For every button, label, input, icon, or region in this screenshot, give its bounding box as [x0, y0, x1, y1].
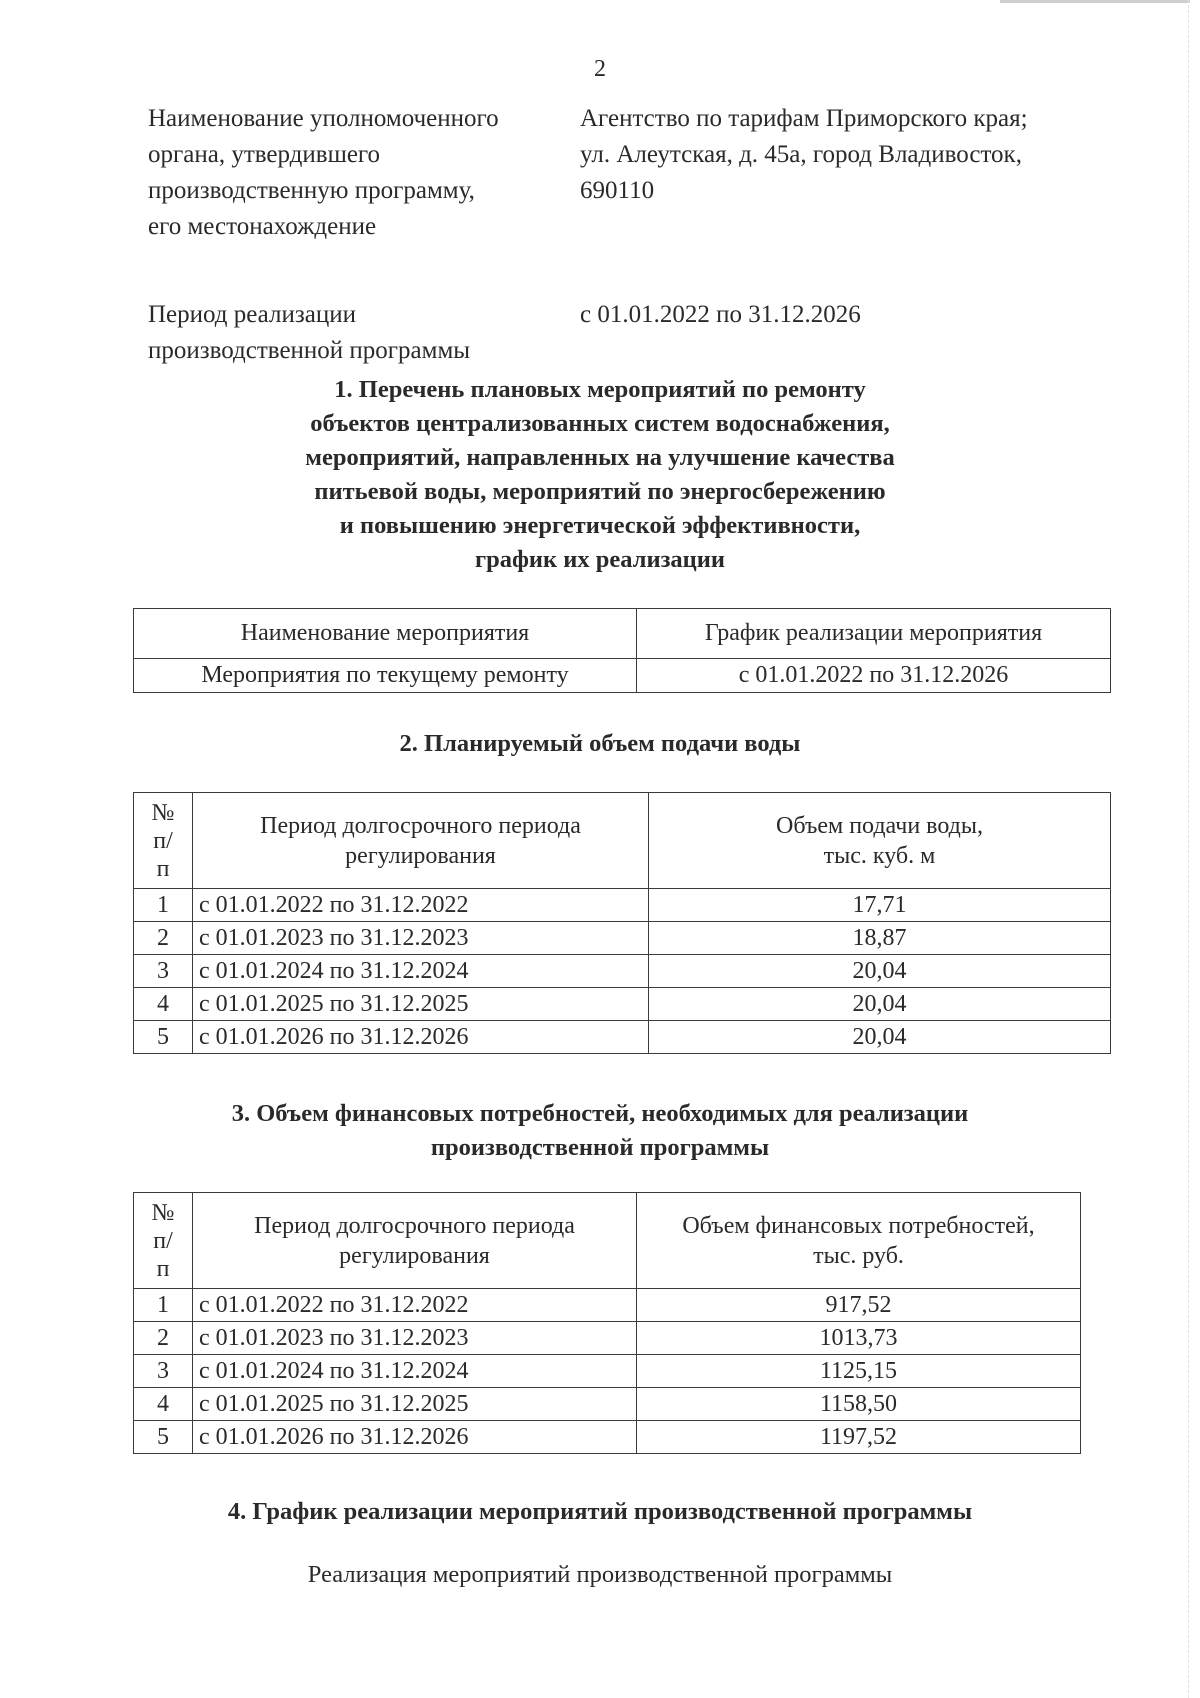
header-row-number-line: № [151, 799, 175, 826]
row-number: 5 [134, 1421, 193, 1454]
header-row-number-line: п [156, 855, 170, 882]
table-header-row [134, 793, 1111, 889]
section1-title-line: питьевой воды, мероприятий по энергосбережению [314, 478, 886, 505]
section2-title [0, 727, 1200, 761]
row-number: 5 [134, 1021, 193, 1054]
section4-text: Реализация мероприятий производственной программы [307, 1561, 893, 1588]
header-financial-needs-line: тыс. руб. [813, 1242, 904, 1269]
header-row-number-line: № [151, 1199, 175, 1226]
authority-label-line: Наименование уполномоченного [148, 105, 499, 132]
row-water-volume: 20,04 [649, 988, 1111, 1021]
authority-label-line: органа, утвердившего [148, 141, 381, 168]
row-period: с 01.01.2025 по 31.12.2025 [193, 1388, 637, 1421]
header-water-volume [649, 793, 1111, 889]
authority-label-line: производственную программу, [148, 177, 475, 204]
header-period-line: Период долгосрочного периода [254, 1212, 575, 1239]
table-row [134, 889, 1111, 922]
row-number: 2 [134, 922, 193, 955]
section1-title [0, 373, 1200, 577]
header-water-volume-line: тыс. куб. м [823, 842, 936, 869]
table-row [134, 1289, 1081, 1322]
section3-title-line: 3. Объем финансовых потребностей, необходимых для реализации [231, 1100, 969, 1127]
row-financial-needs: 1158,50 [637, 1388, 1081, 1421]
row-number: 1 [134, 889, 193, 922]
authority-value-line: ул. Алеутская, д. 45а, город Владивосток, [580, 141, 1022, 168]
header-activity-name: Наименование мероприятия [134, 609, 637, 659]
header-row-number-line: п/ [153, 1227, 173, 1254]
authority-label-line: его местонахождение [148, 213, 377, 240]
table-row [134, 1355, 1081, 1388]
section1-title-line: мероприятий, направленных на улучшение качества [305, 444, 895, 471]
section1-title-line: объектов централизованных систем водоснабжения, [310, 410, 890, 437]
row-period: с 01.01.2026 по 31.12.2026 [193, 1421, 637, 1454]
row-water-volume: 20,04 [649, 955, 1111, 988]
header-period-line: регулирования [339, 1242, 490, 1269]
section3-title-line: производственной программы [430, 1134, 770, 1161]
section2-title-line: 2. Планируемый объем подачи воды [399, 730, 801, 757]
header-period-line: регулирования [345, 842, 496, 869]
row-number: 1 [134, 1289, 193, 1322]
table-row [134, 922, 1111, 955]
row-period: с 01.01.2024 по 31.12.2024 [193, 955, 649, 988]
row-water-volume: 18,87 [649, 922, 1111, 955]
row-period: с 01.01.2024 по 31.12.2024 [193, 1355, 637, 1388]
row-financial-needs: 1013,73 [637, 1322, 1081, 1355]
table-header-row [134, 1193, 1081, 1289]
section1-title-line: график их реализации [474, 546, 726, 573]
row-number: 3 [134, 955, 193, 988]
header-row-number-line: п [156, 1255, 170, 1282]
period-value [580, 297, 861, 333]
header-financial-needs [637, 1193, 1081, 1289]
table-row [134, 988, 1111, 1021]
row-financial-needs: 1125,15 [637, 1355, 1081, 1388]
authority-value-line: Агентство по тарифам Приморского края; [580, 105, 1028, 132]
authority-label [148, 101, 499, 245]
row-financial-needs: 1197,52 [637, 1421, 1081, 1454]
row-number: 4 [134, 1388, 193, 1421]
table-row [134, 1322, 1081, 1355]
row-number: 4 [134, 988, 193, 1021]
table-row [134, 1388, 1081, 1421]
section1-table [133, 608, 1111, 693]
table-header-row [134, 609, 1111, 659]
section4-title-line: 4. График реализации мероприятий производственной программы [227, 1498, 973, 1525]
section4-title [0, 1495, 1200, 1529]
table-row [134, 659, 1111, 693]
header-row-number-line: п/ [153, 827, 173, 854]
period-label-line: производственной программы [148, 337, 471, 364]
row-period: с 01.01.2023 по 31.12.2023 [193, 1322, 637, 1355]
header-row-number [134, 1193, 193, 1289]
row-number: 2 [134, 1322, 193, 1355]
authority-value [580, 101, 1028, 209]
section3-title [0, 1097, 1200, 1165]
header-activity-schedule: График реализации мероприятия [637, 609, 1111, 659]
table-row [134, 955, 1111, 988]
period-label [148, 297, 470, 369]
financial-needs-table [133, 1192, 1081, 1454]
activity-name: Мероприятия по текущему ремонту [134, 659, 637, 693]
row-water-volume: 20,04 [649, 1021, 1111, 1054]
row-water-volume: 17,71 [649, 889, 1111, 922]
period-label-line: Период реализации [148, 301, 356, 328]
section1-title-line: и повышению энергетической эффективности, [339, 512, 861, 539]
row-period: с 01.01.2026 по 31.12.2026 [193, 1021, 649, 1054]
header-period [193, 1193, 637, 1289]
table-row [134, 1421, 1081, 1454]
header-financial-needs-line: Объем финансовых потребностей, [682, 1212, 1035, 1239]
water-volume-table [133, 792, 1111, 1054]
activity-schedule: с 01.01.2022 по 31.12.2026 [637, 659, 1111, 693]
table-row [134, 1021, 1111, 1054]
header-period [193, 793, 649, 889]
header-period-line: Период долгосрочного периода [260, 812, 581, 839]
header-water-volume-line: Объем подачи воды, [776, 812, 983, 839]
header-row-number [134, 793, 193, 889]
page-number: 2 [594, 56, 606, 82]
row-financial-needs: 917,52 [637, 1289, 1081, 1322]
scan-top-line [1000, 0, 1190, 3]
scan-edge [1188, 0, 1189, 1698]
period-value-line: с 01.01.2022 по 31.12.2026 [580, 301, 861, 328]
section1-title-line: 1. Перечень плановых мероприятий по ремонту [334, 376, 866, 403]
row-period: с 01.01.2025 по 31.12.2025 [193, 988, 649, 1021]
row-number: 3 [134, 1355, 193, 1388]
row-period: с 01.01.2022 по 31.12.2022 [193, 1289, 637, 1322]
row-period: с 01.01.2022 по 31.12.2022 [193, 889, 649, 922]
authority-value-line: 690110 [580, 177, 655, 204]
row-period: с 01.01.2023 по 31.12.2023 [193, 922, 649, 955]
